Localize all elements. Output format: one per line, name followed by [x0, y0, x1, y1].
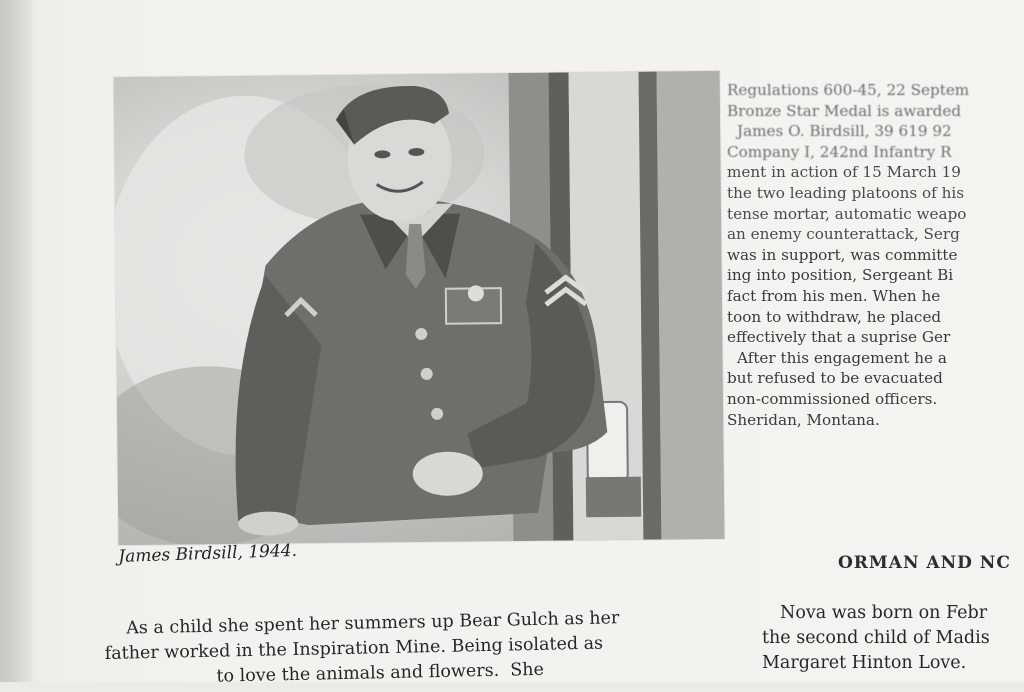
text-line: ment in action of 15 March 19: [727, 163, 961, 182]
text-line: Bronze Star Medal is awarded: [727, 101, 962, 120]
text-line: father worked in the Inspiration Mine. Being isolated as: [104, 633, 604, 664]
text-line: Company I, 242nd Infantry R: [727, 142, 952, 161]
text-line: Margaret Hinton Love.: [762, 653, 967, 673]
text-line: Nova was born on Febr: [780, 603, 988, 623]
text-line: Sheridan, Montana.: [727, 410, 880, 429]
text-line: effectively that a suprise Ger: [727, 328, 951, 347]
section-heading: ORMAN AND NC: [838, 553, 1011, 573]
soldier-portrait-illustration: [114, 71, 725, 545]
bottom-right-paragraph: [762, 601, 1024, 676]
text-line: but refused to be evacuated: [727, 369, 943, 388]
text-line: the two leading platoons of his: [727, 183, 965, 202]
text-line: non-commissioned officers.: [727, 389, 938, 408]
portrait-photo: [114, 71, 725, 545]
text-line: ing into position, Sergeant Bi: [727, 266, 954, 285]
book-gutter: [0, 0, 36, 682]
photo-caption: James Birdsill, 1944.: [118, 540, 298, 567]
text-line: toon to withdraw, he placed: [727, 307, 942, 326]
text-line: As a child she spent her summers up Bear Gulch as her: [126, 608, 620, 639]
text-line: fact from his men. When he: [727, 286, 941, 305]
bottom-left-paragraph: [104, 604, 745, 692]
text-line: James O. Birdsill, 39 619 92: [737, 122, 952, 141]
text-line: an enemy counterattack, Serg: [727, 225, 960, 244]
right-column-text: [727, 80, 1024, 430]
text-line: tense mortar, automatic weapo: [727, 204, 967, 223]
text-line: was in support, was committe: [727, 245, 958, 264]
text-line: Regulations 600-45, 22 Septem: [727, 81, 970, 99]
text-line: the second child of Madis: [762, 628, 990, 648]
text-line: to love the animals and flowers. She: [105, 659, 545, 689]
text-line: After this engagement he a: [737, 348, 947, 367]
